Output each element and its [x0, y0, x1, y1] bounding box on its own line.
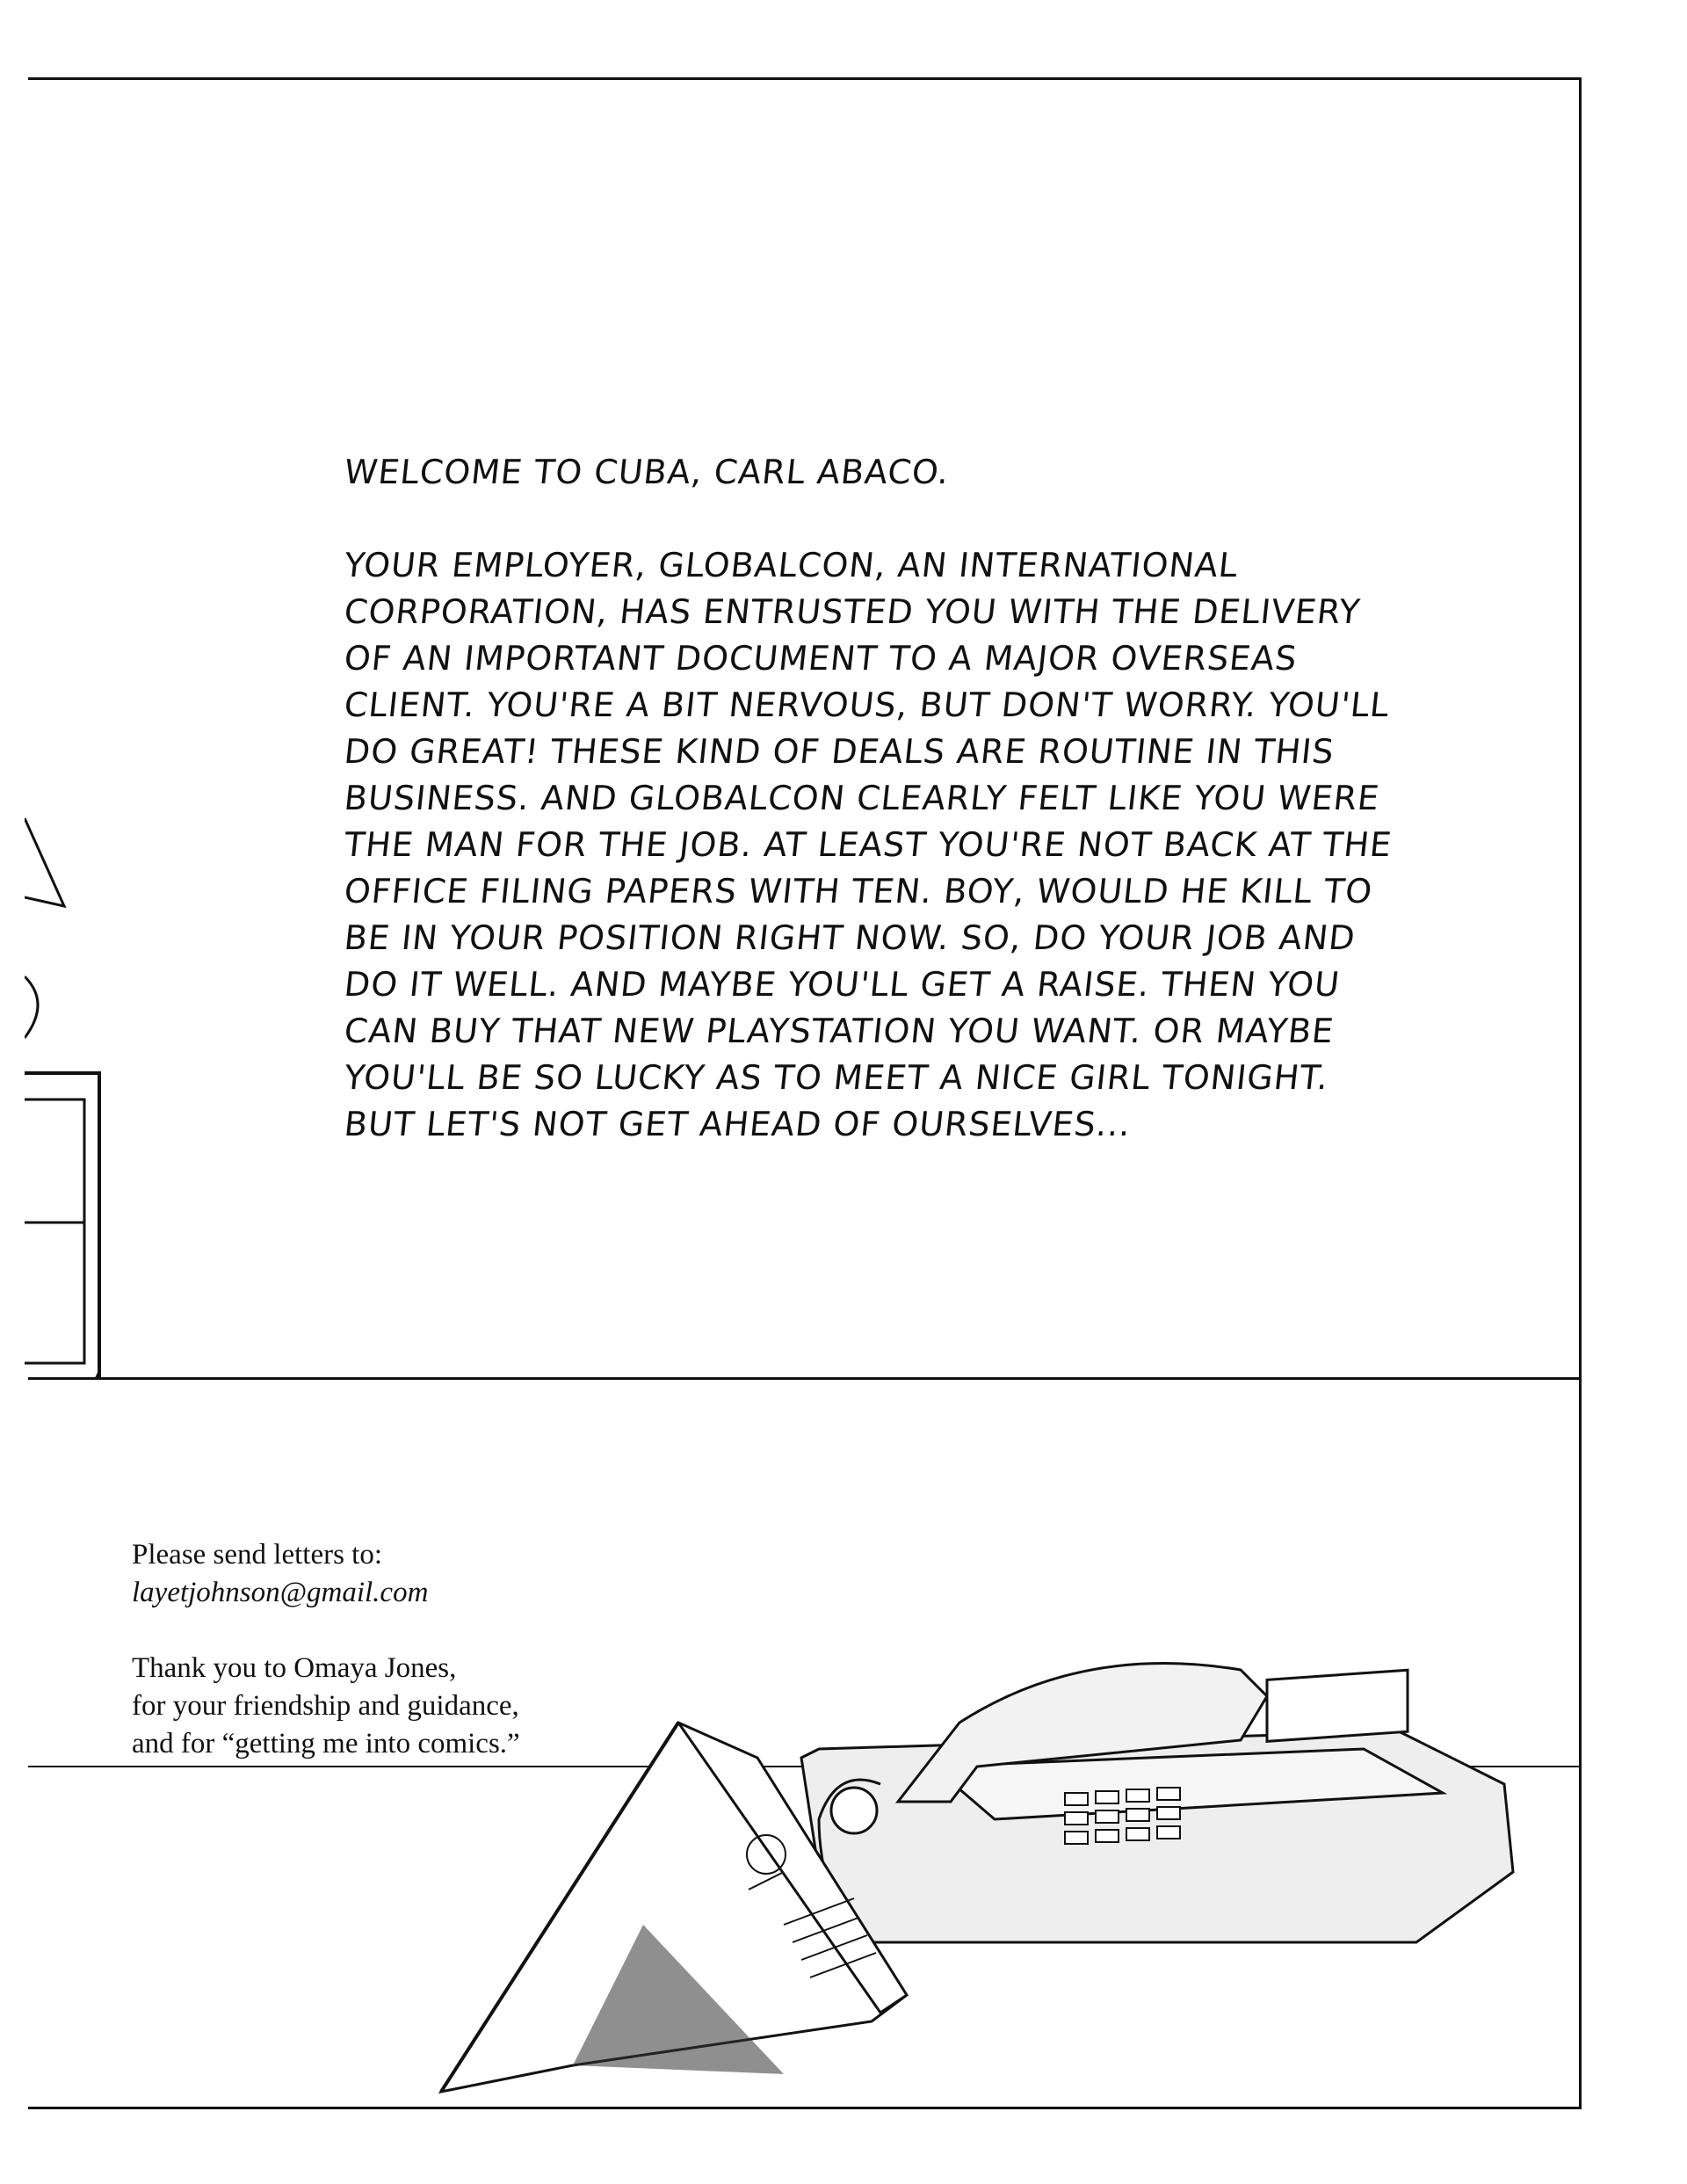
- caption-line: YOU'LL BE SO LUCKY AS TO MEET A NICE GIRL TONIGHT.: [342, 1058, 1331, 1097]
- caption-spacer: [342, 496, 1489, 542]
- caption-line: CORPORATION, HAS ENTRUSTED YOU WITH THE DELIVERY: [342, 592, 1363, 631]
- narration-caption: [344, 449, 1487, 1148]
- caption-line: CAN BUY THAT NEW PLAYSTATION YOU WANT. OR MAYBE: [342, 1012, 1336, 1050]
- desk-telephone: [801, 1664, 1513, 1943]
- caption-line: OFFICE FILING PAPERS WITH TEN. BOY, WOULD HE KILL TO: [342, 872, 1375, 911]
- thanks-line: Thank you to Omaya Jones,: [132, 1652, 457, 1684]
- caption-line: OF AN IMPORTANT DOCUMENT TO A MAJOR OVERSEAS: [342, 639, 1300, 678]
- caption-line: BUT LET'S NOT GET AHEAD OF OURSELVES...: [342, 1105, 1133, 1143]
- caption-line: DO GREAT! THESE KIND OF DEALS ARE ROUTINE IN THIS: [342, 732, 1336, 771]
- caption-line: THE MAN FOR THE JOB. AT LEAST YOU'RE NOT BACK AT THE: [342, 825, 1394, 864]
- thanks-line: for your friendship and guidance,: [132, 1690, 519, 1722]
- send-letters-label: Please send letters to:: [132, 1539, 383, 1571]
- contact-email[interactable]: layetjohnson@gmail.com: [132, 1577, 429, 1608]
- top-comic-panel: [28, 77, 1582, 1380]
- chair-back-drawing: [25, 765, 148, 1398]
- caption-line: CLIENT. YOU'RE A BIT NERVOUS, BUT DON'T WORRY. YOU'LL: [342, 686, 1392, 724]
- credits-block: [132, 1536, 624, 1763]
- caption-line: BUSINESS. AND GLOBALCON CLEARLY FELT LIKE YOU WERE: [342, 779, 1382, 817]
- thanks-line: and for “getting me into comics.”: [132, 1728, 520, 1760]
- caption-line: BE IN YOUR POSITION RIGHT NOW. SO, DO YOUR JOB AND: [342, 918, 1358, 957]
- caption-title: WELCOME TO CUBA, CARL ABACO.: [342, 453, 952, 491]
- credits-spacer: [132, 1612, 624, 1650]
- caption-line: YOUR EMPLOYER, GLOBALCON, AN INTERNATIONAL: [342, 546, 1241, 584]
- caption-line: DO IT WELL. AND MAYBE YOU'LL GET A RAISE. THEN YOU: [342, 965, 1343, 1004]
